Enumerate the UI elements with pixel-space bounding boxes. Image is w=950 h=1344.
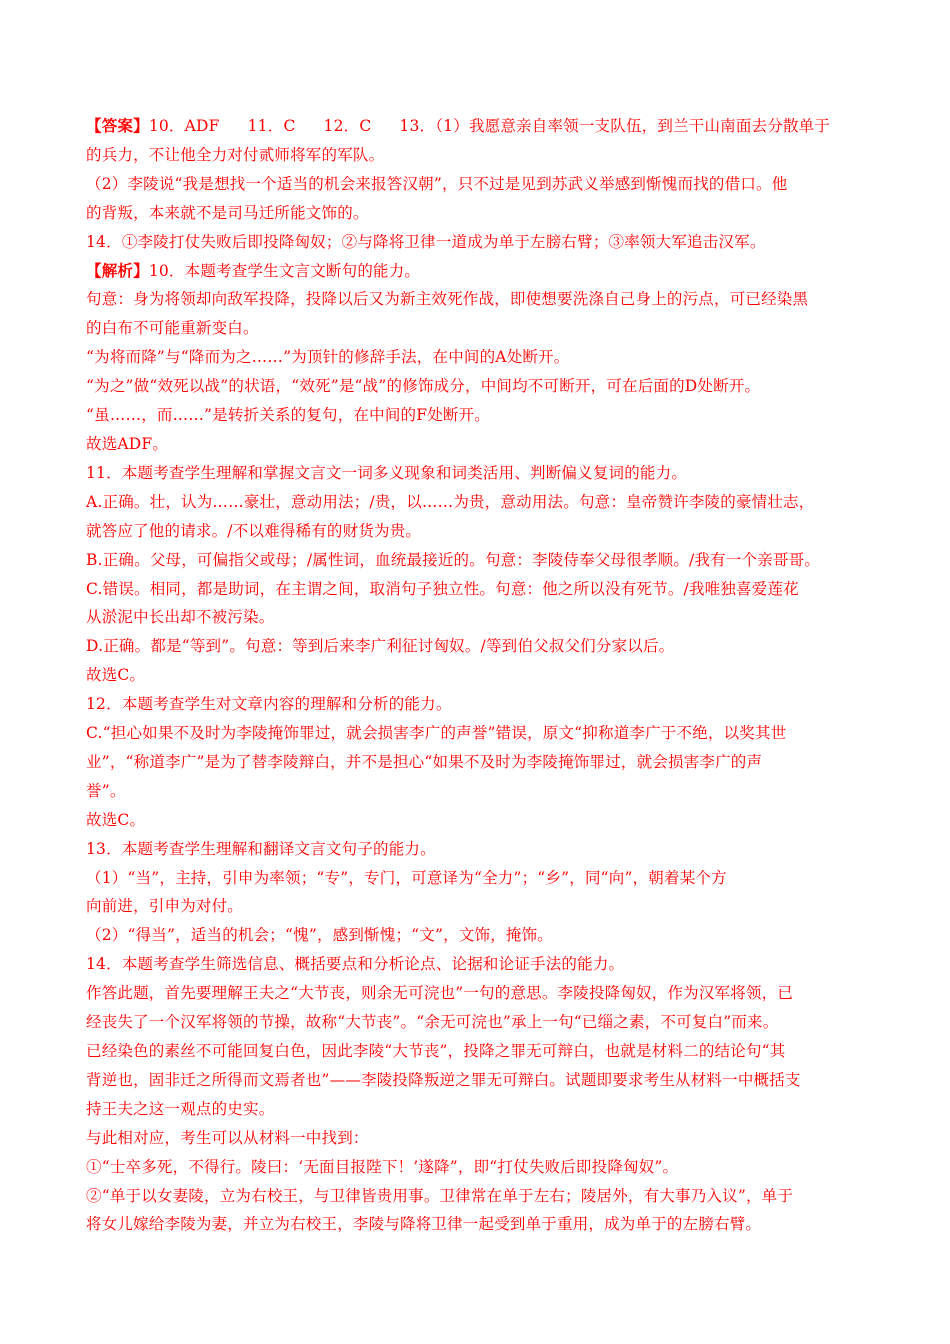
answer-line-3: （2）李陵说“我是想找一个适当的机会来报答汉朝”，只不过是见到苏武义举感到惭愧而找的借口。他 [86, 174, 788, 193]
analysis-q10-line: “为之”做“效死以战”的状语，“效死”是“战”的修饰成分，中间均不可断开，可在后面的D处断开。 [86, 377, 761, 396]
answer-q11: 11．C [247, 117, 296, 135]
analysis-q12-line: C.“担心如果不及时为李陵掩饰罪过，就会损害李广的声誉”错误，原文“抑称道李广于不绝，以奖其世 [86, 724, 787, 743]
analysis-q12-line: 业”，“称道李广”是为了替李陵辩白，并不是担心“如果不及时为李陵掩饰罪过，就会损害李广的声 [86, 752, 763, 771]
analysis-q13-heading: 13．本题考查学生理解和翻译文言文句子的能力。 [86, 839, 436, 858]
document-page [86, 112, 866, 1239]
answer-tag: 【答案】 [86, 116, 149, 135]
analysis-q14-line: ①“士卒多死，不得行。陵曰：‘无面目报陛下！’遂降”，即“打仗失败后即投降匈奴”。 [86, 1157, 679, 1176]
answer-q12: 12．C [323, 117, 372, 135]
analysis-q11-line: 从淤泥中长出却不被污染。 [86, 608, 275, 627]
analysis-tag: 【解析】 [86, 260, 149, 280]
analysis-q14-line: 经丧失了一个汉军将领的节操，故称“大节丧”。“余无可浣也”承上一句“已缁之素，不可复白”而来。 [86, 1013, 779, 1032]
answer-line-1 [86, 112, 866, 141]
analysis-q13-line: （1）“当”，主持，引申为率领；“专”，专门，可意译为“全力”；“乡”，同“向”，朝着某个方 [86, 868, 727, 887]
analysis-q11-line: A.正确。壮，认为……豪壮，意动用法；/贵，以……为贵，意动用法。句意：皇帝赞许李陵的豪情壮志， [86, 492, 815, 511]
answer-line-4: 的背叛，本来就不是司马迁所能文饰的。 [86, 203, 369, 222]
answer-q10: 10．ADF [148, 117, 220, 135]
answer-line-5: 14．①李陵打仗失败后即投降匈奴；②与降将卫律一道成为单于左膀右臂；③率领大军追击汉军。 [86, 232, 766, 251]
analysis-q12-line: 故选C。 [86, 810, 146, 829]
analysis-q14-line: 将女儿嫁给李陵为妻，并立为右校王，李陵与降将卫律一起受到单于重用，成为单于的左膀右臂。 [86, 1215, 762, 1234]
analysis-q14-line: 背逆也，固非迁之所得而文焉者也”——李陵投降叛逆之罪无可辩白。试题即要求考生从材料一中概括支 [86, 1070, 801, 1089]
analysis-q11-line: C.错误。相同，都是助词，在主谓之间，取消句子独立性。句意：他之所以没有死节。/我唯独喜爱莲花 [86, 579, 799, 598]
analysis-q10-heading [86, 257, 866, 286]
analysis-q11-line: 就答应了他的请求。/不以难得稀有的财货为贵。 [86, 521, 422, 540]
analysis-q10-line: 的白布不可能重新变白。 [86, 319, 259, 338]
analysis-q10-line: 故选ADF。 [86, 434, 169, 453]
analysis-q14-heading: 14．本题考查学生筛选信息、概括要点和分析论点、论据和论证手法的能力。 [86, 955, 625, 974]
analysis-q10-line: 句意：身为将领却向敌军投降，投降以后又为新主效死作战，即使想要洗涤自己身上的污点，可已经染黑 [86, 290, 809, 309]
analysis-q14-line: 持王夫之这一观点的史实。 [86, 1099, 275, 1118]
analysis-q14-line: 已经染色的素丝不可能回复白色，因此李陵“大节丧”，投降之罪无可辩白，也就是材料二的结论句“其 [86, 1042, 786, 1060]
answer-q13-part1: 13．（1）我愿意亲自率领一支队伍，到兰干山南面去分散单于 [399, 117, 831, 135]
analysis-q11-line: B.正确。父母，可偏指父或母；/属性词，血统最接近的。句意：李陵侍奉父母很孝顺。/我有一个亲哥哥。 [86, 550, 821, 569]
analysis-q10-line: “虽……，而……”是转折关系的复句，在中间的F处断开。 [86, 406, 491, 425]
answer-line-2: 的兵力，不让他全力对付贰师将军的军队。 [86, 145, 385, 164]
analysis-q10-title: 10．本题考查学生文言文断句的能力。 [148, 261, 421, 280]
analysis-q13-line: （2）“得当”，适当的机会；“愧”，感到惭愧；“文”，文饰，掩饰。 [86, 926, 554, 945]
analysis-q11-line: 故选C。 [86, 666, 146, 685]
analysis-q12-heading: 12．本题考查学生对文章内容的理解和分析的能力。 [86, 695, 452, 714]
analysis-q14-line: 与此相对应，考生可以从材料一中找到： [86, 1128, 369, 1147]
analysis-q12-line: 誉”。 [86, 781, 126, 800]
analysis-q11-line: D.正确。都是“等到”。句意：等到后来李广利征讨匈奴。/等到伯父叔父们分家以后。 [86, 637, 675, 656]
analysis-q10-line: “为将而降”与“降而为之……”为顶针的修辞手法，在中间的A处断开。 [86, 348, 570, 367]
analysis-q14-line: ②“单于以女妻陵，立为右校王，与卫律皆贵用事。卫律常在单于左右；陵居外，有大事乃入议”，单于 [86, 1186, 794, 1205]
analysis-q11-heading: 11．本题考查学生理解和掌握文言文一词多义现象和词类活用、判断偏义复词的能力。 [86, 463, 688, 482]
analysis-q14-line: 作答此题，首先要理解王夫之“大节丧，则余无可浣也”一句的意思。李陵投降匈奴，作为汉军将领，已 [86, 984, 794, 1003]
analysis-q13-line: 向前进，引申为对付。 [86, 897, 244, 916]
